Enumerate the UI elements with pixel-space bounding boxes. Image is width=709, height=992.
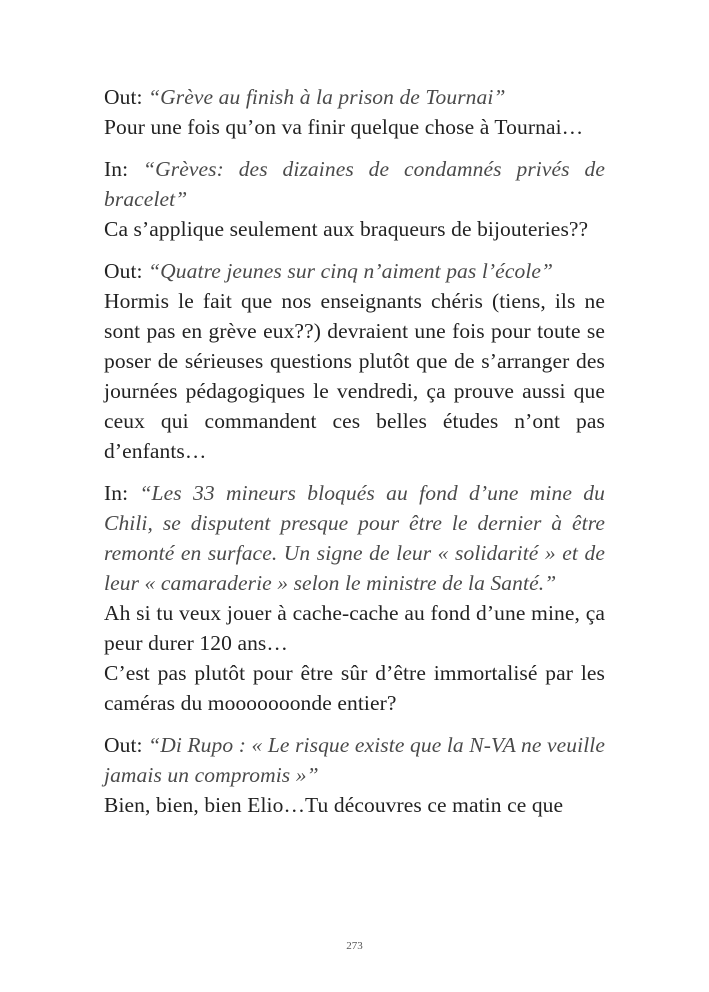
entry-2	[104, 154, 605, 244]
headline-line	[104, 256, 605, 286]
entry-4	[104, 478, 605, 718]
entry-label: Out:	[104, 733, 149, 757]
entry-1	[104, 82, 605, 142]
entry-label: Out:	[104, 85, 149, 109]
comment-paragraph: Bien, bien, bien Elio…Tu découvres ce matin ce que	[104, 793, 564, 817]
entry-3	[104, 256, 605, 466]
entry-label: In:	[104, 157, 144, 181]
page-number: 273	[346, 940, 363, 952]
headline-quote: “Di Rupo : « Le risque existe que la N-VA ne veuille jamais un compromis »”	[104, 733, 605, 787]
headline-quote: “Les 33 mineurs bloqués au fond d’une mine du Chili, se disputent presque pour être le dernier à être remonté en surface. Un signe de leur « solidarité » et de leur « camaraderie » selon le ministre de la Santé.”	[104, 481, 605, 595]
headline-line	[104, 730, 605, 790]
comment-paragraph: Hormis le fait que nos enseignants chéris (tiens, ils ne sont pas en grève eux??) devraient une fois pour toute se poser de sérieuses questions plutôt que de s’arranger des journées pédagogiques le vendredi, ça prouve aussi que ceux qui commandent ces belles études n’ont pas d’enfants…	[104, 289, 605, 463]
headline-quote: “Quatre jeunes sur cinq n’aiment pas l’école”	[148, 259, 554, 283]
page-body	[104, 82, 605, 832]
entry-5	[104, 730, 605, 820]
comment-paragraph: Ca s’applique seulement aux braqueurs de bijouteries??	[104, 217, 589, 241]
comment-paragraph: Ah si tu veux jouer à cache-cache au fond d’une mine, ça peur durer 120 ans…	[104, 601, 605, 655]
headline-line	[104, 478, 605, 598]
headline-quote: “Grèves: des dizaines de condamnés privés de bracelet”	[104, 157, 605, 211]
entry-label: In:	[104, 481, 140, 505]
headline-quote: “Grève au finish à la prison de Tournai”	[148, 85, 506, 109]
entry-label: Out:	[104, 259, 149, 283]
comment-paragraph: Pour une fois qu’on va finir quelque chose à Tournai…	[104, 115, 584, 139]
headline-line	[104, 82, 605, 112]
comment-paragraph: C’est pas plutôt pour être sûr d’être immortalisé par les caméras du mooooooonde entier?	[104, 661, 605, 715]
headline-line	[104, 154, 605, 214]
